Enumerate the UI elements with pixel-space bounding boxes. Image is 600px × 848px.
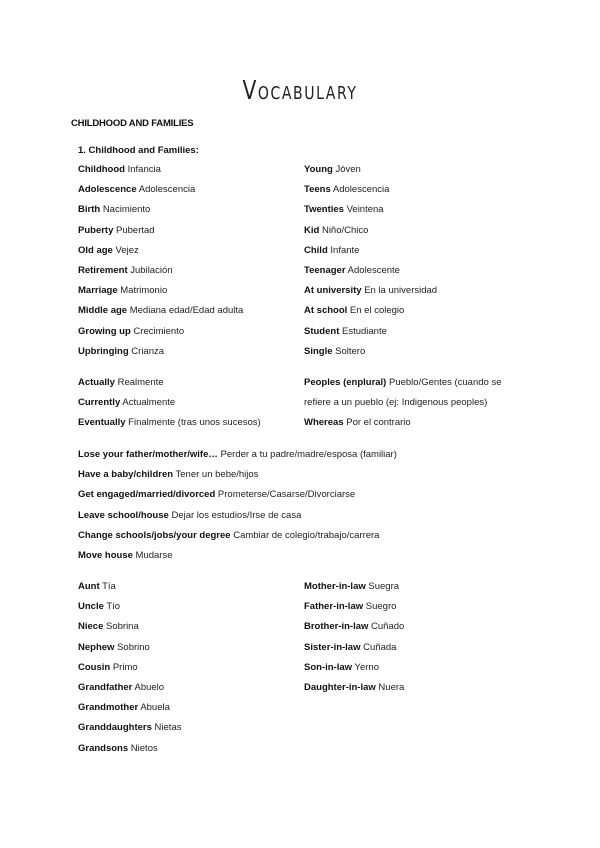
vocab-entry xyxy=(304,184,389,196)
vocab-entry xyxy=(304,377,502,389)
vocab-entry xyxy=(78,682,164,694)
vocab-translation: Abuela xyxy=(140,702,170,714)
vocab-entry xyxy=(304,642,396,654)
vocab-entry xyxy=(78,702,170,714)
vocab-translation: Abuelo xyxy=(134,682,165,693)
vocab-translation: Pubertad xyxy=(116,224,155,236)
vocab-entry xyxy=(78,621,139,633)
vocab-translation: Realmente xyxy=(117,377,164,388)
vocab-translation: Mediana edad/Edad adulta xyxy=(129,305,244,317)
vocab-translation: En la universidad xyxy=(364,285,438,297)
subsection-heading: 1. Childhood and Families: xyxy=(78,145,199,156)
vocab-translation: refiere a un pueblo (ej: Indigenous peoples) xyxy=(304,397,488,409)
vocab-entry xyxy=(78,184,195,196)
vocab-translation: Jubilación xyxy=(130,265,173,276)
vocab-term: Brother-in-law xyxy=(304,621,369,633)
vocab-term: Birth xyxy=(78,204,101,216)
vocab-translation: Dejar los estudios/Irse de casa xyxy=(171,509,302,521)
vocab-translation: Mudarse xyxy=(135,550,173,561)
vocab-term: Granddaughters xyxy=(78,722,152,734)
vocab-entry xyxy=(78,305,243,317)
vocab-entry xyxy=(78,722,181,734)
vocab-term: Child xyxy=(304,244,328,256)
vocab-entry xyxy=(78,245,139,257)
vocab-term: Single xyxy=(304,345,333,357)
vocab-entry xyxy=(78,581,116,593)
vocab-term: Teenager xyxy=(304,265,346,276)
vocab-term: Cousin xyxy=(78,661,111,673)
vocab-translation: Niño/Chico xyxy=(321,224,369,236)
vocab-translation: Suegro xyxy=(365,601,397,613)
vocab-term: At university xyxy=(304,285,362,297)
vocab-term: At school xyxy=(304,305,348,317)
vocab-entry xyxy=(78,489,355,501)
vocab-entry xyxy=(304,225,368,237)
vocab-translation: Nacimiento xyxy=(102,204,151,216)
vocab-translation: Cambiar de colegio/trabajo/carrera xyxy=(233,529,380,541)
vocab-entry xyxy=(78,285,167,297)
vocab-term: Lose your father/mother/wife… xyxy=(78,449,218,460)
vocab-translation: Crecimiento xyxy=(133,325,185,337)
vocab-translation: Sobrino xyxy=(117,641,150,653)
page-title: Vocabulary xyxy=(242,76,358,106)
vocab-entry xyxy=(78,346,164,358)
vocab-term: Niece xyxy=(78,621,104,633)
vocab-entry xyxy=(78,601,120,613)
vocab-term: Peoples (enplural) xyxy=(304,377,387,388)
vocab-entry xyxy=(78,550,173,562)
vocab-translation: Tía xyxy=(102,581,116,592)
vocab-term: Leave school/house xyxy=(78,509,169,521)
vocab-translation: Primo xyxy=(112,661,138,673)
vocab-entry xyxy=(304,285,437,297)
vocab-entry xyxy=(304,265,400,277)
vocab-entry xyxy=(304,397,487,409)
vocab-entry xyxy=(78,265,173,277)
vocab-entry xyxy=(78,326,184,338)
vocab-translation: Por el contrario xyxy=(346,417,411,429)
vocab-translation: Crianza xyxy=(131,345,165,357)
vocab-translation: Estudiante xyxy=(342,325,387,337)
vocab-entry xyxy=(304,305,404,317)
vocab-translation: Tener un bebe/hijos xyxy=(175,469,259,481)
vocab-translation: Finalmente (tras unos sucesos) xyxy=(128,417,261,429)
vocab-entry xyxy=(78,204,150,216)
vocab-translation: Infancia xyxy=(127,164,161,175)
vocab-entry xyxy=(304,326,387,338)
vocab-entry xyxy=(304,601,396,613)
vocab-entry xyxy=(304,621,404,633)
vocab-translation: Perder a tu padre/madre/esposa (familiar) xyxy=(220,449,397,460)
vocab-translation: Actualmente xyxy=(122,397,176,409)
vocab-translation: Nuera xyxy=(378,682,405,693)
vocab-term: Growing up xyxy=(78,325,131,337)
vocab-term: Old age xyxy=(78,244,113,256)
vocab-entry xyxy=(78,397,175,409)
vocab-term: Change schools/jobs/your degree xyxy=(78,529,231,541)
vocab-term: Nephew xyxy=(78,641,115,653)
vocab-term: Whereas xyxy=(304,417,344,429)
vocab-term: Son-in-law xyxy=(304,661,353,673)
vocab-term: Student xyxy=(304,325,340,337)
vocab-term: Actually xyxy=(78,377,115,388)
vocab-translation: Tío xyxy=(106,601,121,613)
vocab-term: Teens xyxy=(304,184,331,196)
vocab-term: Get engaged/married/divorced xyxy=(78,489,216,501)
vocab-translation: Veintena xyxy=(346,204,384,216)
vocab-translation: Sobrina xyxy=(106,621,139,633)
vocab-term: Currently xyxy=(78,397,121,409)
vocab-term: Daughter-in-law xyxy=(304,682,376,693)
vocab-entry xyxy=(304,662,379,674)
vocab-term: Grandsons xyxy=(78,742,129,754)
vocab-entry xyxy=(78,510,301,522)
vocab-translation: Cuñada xyxy=(363,641,397,653)
vocab-entry xyxy=(304,682,404,694)
vocab-term: Young xyxy=(304,164,333,175)
vocab-entry xyxy=(78,530,379,542)
vocab-entry xyxy=(78,377,164,389)
vocab-term: Marriage xyxy=(78,285,118,297)
vocab-translation: Pueblo/Gentes (cuando se xyxy=(389,377,502,388)
vocab-term: Mother-in-law xyxy=(304,581,366,592)
vocab-term: Middle age xyxy=(78,305,128,317)
vocab-entry xyxy=(304,346,365,358)
vocab-term: Sister-in-law xyxy=(304,641,361,653)
vocab-translation: Nietos xyxy=(130,742,158,754)
vocab-entry xyxy=(304,581,399,593)
vocab-term: Grandmother xyxy=(78,702,139,714)
vocab-entry xyxy=(78,743,158,755)
vocab-term: Twenties xyxy=(304,204,344,216)
vocab-entry xyxy=(78,662,138,674)
vocab-translation: Vejez xyxy=(115,244,139,256)
vocab-term: Have a baby/children xyxy=(78,469,174,481)
vocab-entry xyxy=(304,417,411,429)
vocab-entry xyxy=(78,449,397,461)
section-heading: CHILDHOOD AND FAMILIES xyxy=(71,118,194,129)
vocab-term: Kid xyxy=(304,224,320,236)
vocab-entry xyxy=(78,417,261,429)
vocab-translation: Adolescente xyxy=(347,265,400,276)
vocab-entry xyxy=(78,642,150,654)
vocab-term: Childhood xyxy=(78,164,125,175)
vocab-translation: Adolescencia xyxy=(138,184,196,196)
vocab-entry xyxy=(304,245,359,257)
vocab-translation: Yerno xyxy=(354,661,379,673)
vocab-term: Grandfather xyxy=(78,682,133,693)
vocab-entry xyxy=(304,204,384,216)
vocab-entry xyxy=(78,469,258,481)
vocab-translation: Cuñado xyxy=(371,621,405,633)
vocab-entry xyxy=(78,164,161,176)
vocab-term: Move house xyxy=(78,550,133,561)
vocab-translation: Matrimonio xyxy=(120,285,168,297)
vocab-translation: Soltero xyxy=(335,345,366,357)
vocab-translation: Suegra xyxy=(368,581,400,592)
vocab-term: Adolescence xyxy=(78,184,137,196)
vocab-entry xyxy=(78,225,155,237)
vocab-term: Upbringing xyxy=(78,345,129,357)
vocab-translation: Infante xyxy=(330,244,360,256)
vocab-term: Uncle xyxy=(78,601,104,613)
vocab-translation: Nietas xyxy=(154,722,182,734)
vocab-term: Father-in-law xyxy=(304,601,364,613)
vocab-term: Aunt xyxy=(78,581,100,592)
vocab-translation: Adolescencia xyxy=(332,184,390,196)
vocab-term: Puberty xyxy=(78,224,114,236)
vocab-translation: En el colegio xyxy=(349,305,405,317)
vocab-term: Retirement xyxy=(78,265,128,276)
vocab-translation: Prometerse/Casarse/Divorciarse xyxy=(217,489,356,501)
vocab-entry xyxy=(304,164,361,176)
vocab-term: Eventually xyxy=(78,417,126,429)
vocab-translation: Jóven xyxy=(335,164,361,175)
